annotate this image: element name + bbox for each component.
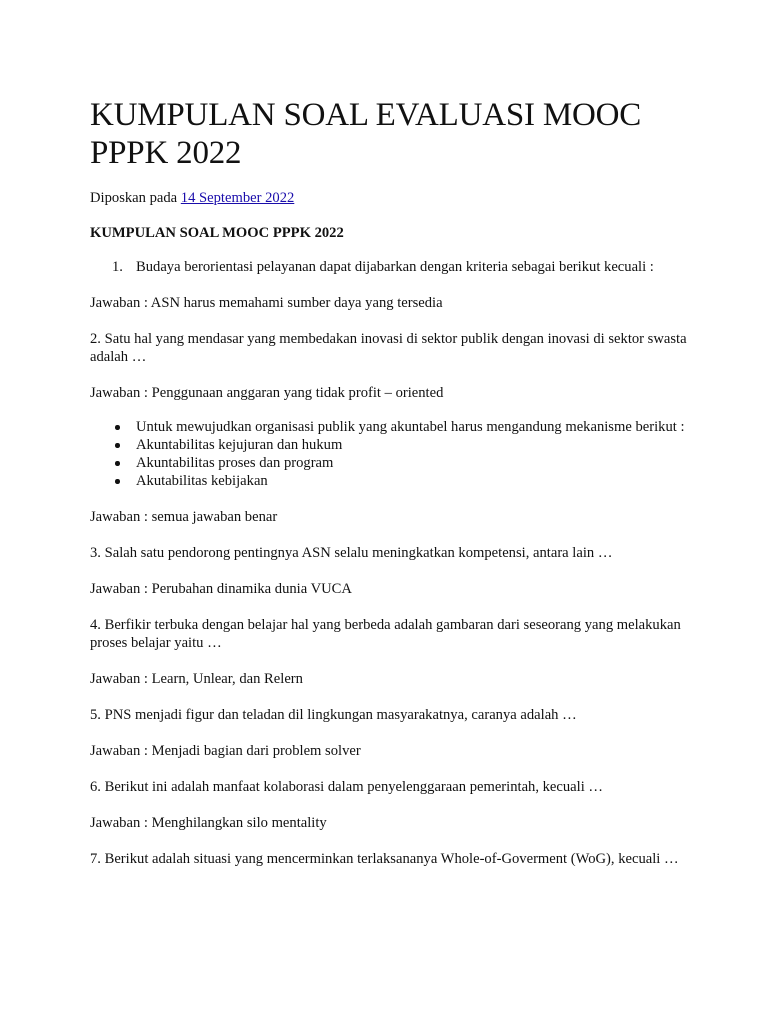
post-title: KUMPULAN SOAL EVALUASI MOOC PPPK 2022 [90, 97, 642, 171]
answer-6: Jawaban : Menghilangkan silo mentality [90, 815, 327, 831]
question-1 [90, 258, 690, 276]
section-heading: KUMPULAN SOAL MOOC PPPK 2022 [90, 225, 344, 241]
answer-2: Jawaban : Penggunaan anggaran yang tidak profit – oriented [90, 385, 444, 401]
question-5: 5. PNS menjadi figur dan teladan dil lingkungan masyarakatnya, caranya adalah … [90, 707, 577, 723]
answer-5: Jawaban : Menjadi bagian dari problem solver [90, 743, 361, 759]
question-7: 7. Berikut adalah situasi yang mencerminkan terlaksananya Whole-of-Goverment (WoG), kecuali … [90, 851, 679, 867]
post-content [90, 96, 690, 868]
question-1-text: Budaya berorientasi pelayanan dapat dijabarkan dengan kriteria sebagai berikut kecuali : [136, 259, 654, 275]
answer-1: Jawaban : ASN harus memahami sumber daya yang tersedia [90, 295, 443, 311]
bullet-item: Akutabilitas kebijakan [90, 472, 690, 490]
question-list [90, 258, 690, 276]
bullet-item: Untuk mewujudkan organisasi publik yang akuntabel harus mengandung mekanisme berikut : [90, 418, 690, 436]
post-meta [90, 189, 690, 207]
posted-prefix: Diposkan pada [90, 190, 178, 206]
answer-bullets: Jawaban : semua jawaban benar [90, 509, 278, 525]
question-3: 3. Salah satu pendorong pentingnya ASN selalu meningkatkan kompetensi, antara lain … [90, 545, 613, 561]
bullet-item: Akuntabilitas proses dan program [90, 454, 690, 472]
answer-3: Jawaban : Perubahan dinamika dunia VUCA [90, 581, 352, 597]
question-number: 1. [112, 259, 123, 275]
bullet-list [90, 418, 690, 490]
question-6: 6. Berikut ini adalah manfaat kolaborasi dalam penyelenggaraan pemerintah, kecuali … [90, 779, 604, 795]
bullet-item: Akuntabilitas kejujuran dan hukum [90, 436, 690, 454]
answer-4: Jawaban : Learn, Unlear, dan Relern [90, 671, 303, 687]
posted-date-link[interactable]: 14 September 2022 [180, 190, 295, 206]
question-2: 2. Satu hal yang mendasar yang membedakan inovasi di sektor publik dengan inovasi di sektor swasta adalah … [90, 331, 687, 365]
question-4: 4. Berfikir terbuka dengan belajar hal yang berbeda adalah gambaran dari seseorang yang melakukan proses belajar yaitu … [90, 617, 681, 651]
